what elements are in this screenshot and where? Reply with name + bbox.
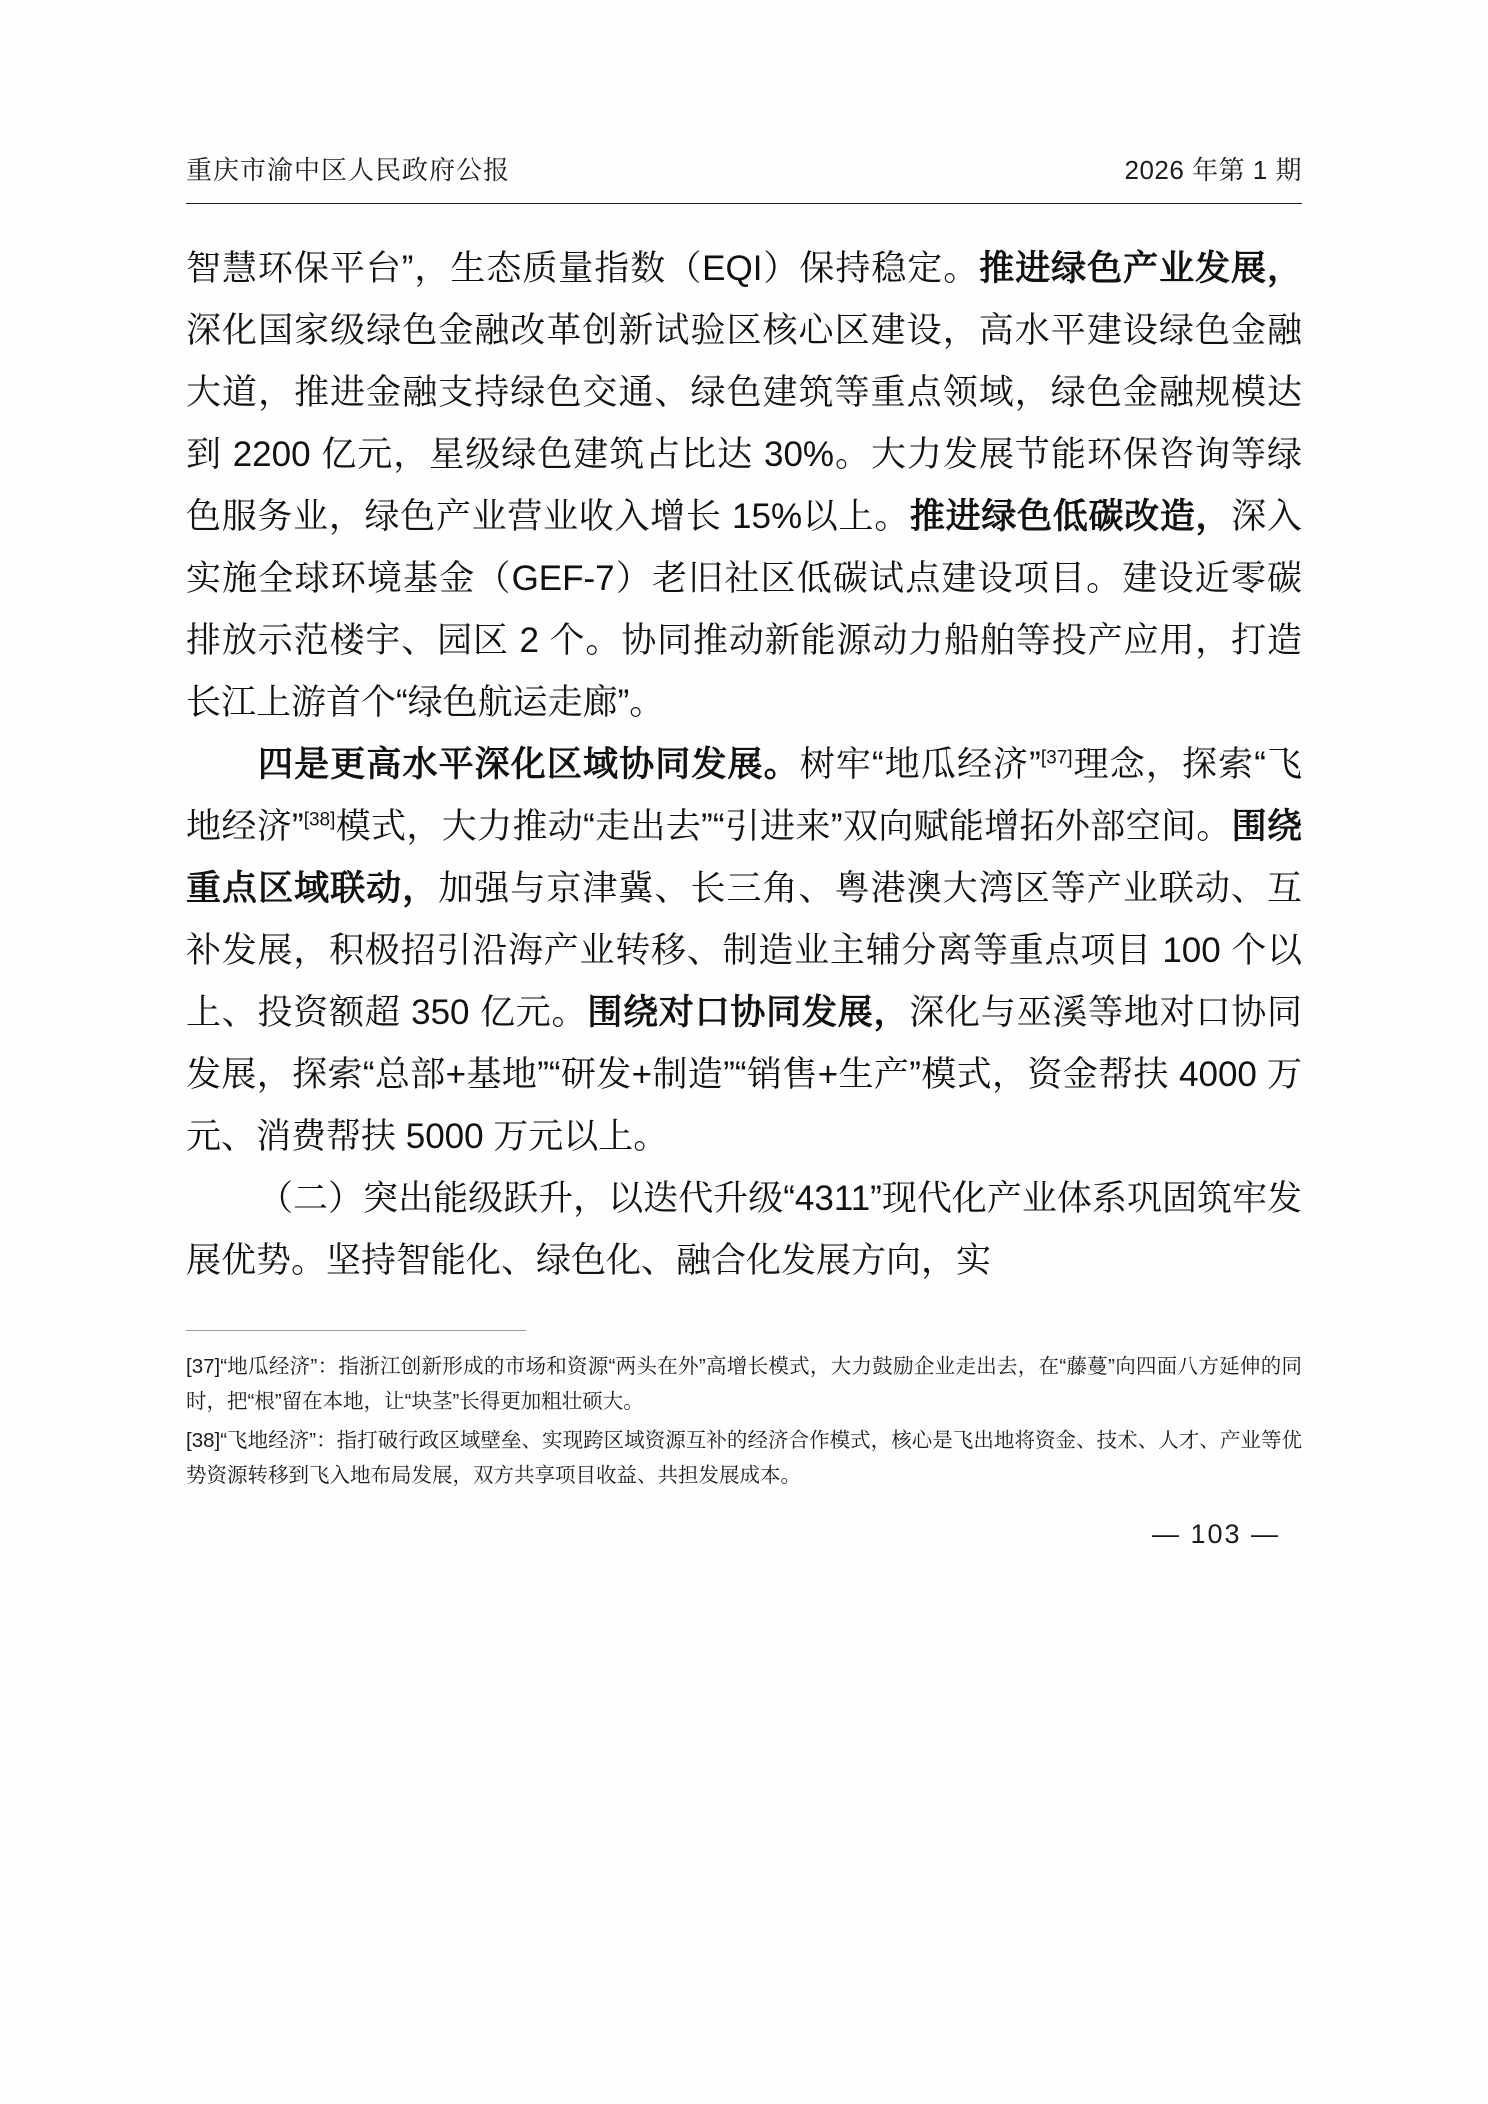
p1-segment-a: 智慧环保平台”，生态质量指数（EQI）保持稳定。 xyxy=(186,249,980,288)
paragraph-2 xyxy=(186,734,1302,1168)
p2-heading-key-region: 围绕重点区域联动， xyxy=(186,807,1302,908)
p1-segment-e: 深入实施全球环境基金（GEF-7）老旧社区低碳试点建设项目。建设近零碳排放示范楼宇、园区 2 个。协同推动新能源动力船舶等投产应用，打造长江上游首个“绿色航运走廊”。 xyxy=(186,497,1302,722)
p2-segment-b: 树牢“地瓜经济” xyxy=(799,745,1041,784)
paragraph-1 xyxy=(186,238,1302,734)
footnote-item: [38]“飞地经济”：指打破行政区域壁垒、实现跨区域资源互补的经济合作模式，核心是飞出地将资金、技术、人才、产业等优势资源转移到飞入地布局发展，双方共享项目收益、共担发展成本。 xyxy=(186,1429,1302,1487)
p2-heading-regional: 四是更高水平深化区域协同发展。 xyxy=(258,745,800,784)
header-divider xyxy=(186,203,1302,204)
page-header xyxy=(186,150,1302,197)
p2-segment-h: 深化与巫溪等地对口协同发展，探索“总部+基地”“研发+制造”“销售+生产”模式，资金帮扶 4000 万元、消费帮扶 5000 万元以上。 xyxy=(186,993,1302,1156)
footnote-divider xyxy=(186,1330,526,1331)
p2-segment-d: 模式，大力推动“走出去”“引进来”双向赋能增拓外部空间。 xyxy=(335,807,1232,846)
p2-segment-c: 理念，探索“飞地经济” xyxy=(186,745,1303,846)
p2-heading-counterpart: 围绕对口协同发展， xyxy=(587,993,910,1032)
paragraph-3: （二）突出能级跃升，以迭代升级“4311”现代化产业体系巩固筑牢发展优势。坚持智能化、绿色化、融合化发展方向，实 xyxy=(186,1179,1302,1280)
page-number: — 103 — xyxy=(1151,1519,1280,1549)
p1-heading-green-industry: 推进绿色产业发展， xyxy=(979,249,1302,288)
footnote-item: [37]“地瓜经济”：指浙江创新形成的市场和资源“两头在外”高增长模式，大力鼓励企业走出去，在“藤蔓”向四面八方延伸的同时，把“根”留在本地，让“块茎”长得更加粗壮硕大。 xyxy=(186,1355,1302,1413)
footnote-ref-38[interactable]: [38] xyxy=(303,809,336,831)
p1-segment-c: 深化国家级绿色金融改革创新试验区核心区建设，高水平建设绿色金融大道，推进金融支持绿色交通、绿色建筑等重点领域，绿色金融规模达到 2200 亿元，星级绿色建筑占比达 30%。大力发展节能环保咨询等绿色服务业，绿色产业营业收入增长 15%以上。 xyxy=(186,311,1302,536)
article-body xyxy=(186,238,1302,1292)
footnote-list xyxy=(186,1349,1302,1493)
issue-label: 2026 年第 1 期 xyxy=(1124,155,1302,185)
p2-segment-f: 加强与京津冀、长三角、粤港澳大湾区等产业联动、互补发展，积极招引沿海产业转移、制造业主辅分离等重点项目 100 个以上、投资额超 350 亿元。 xyxy=(186,869,1302,1032)
publication-title: 重庆市渝中区人民政府公报 xyxy=(186,155,511,185)
footnote-ref-37[interactable]: [37] xyxy=(1040,747,1073,769)
page-content xyxy=(186,150,1302,1550)
p1-heading-low-carbon: 推进绿色低碳改造， xyxy=(909,497,1232,536)
